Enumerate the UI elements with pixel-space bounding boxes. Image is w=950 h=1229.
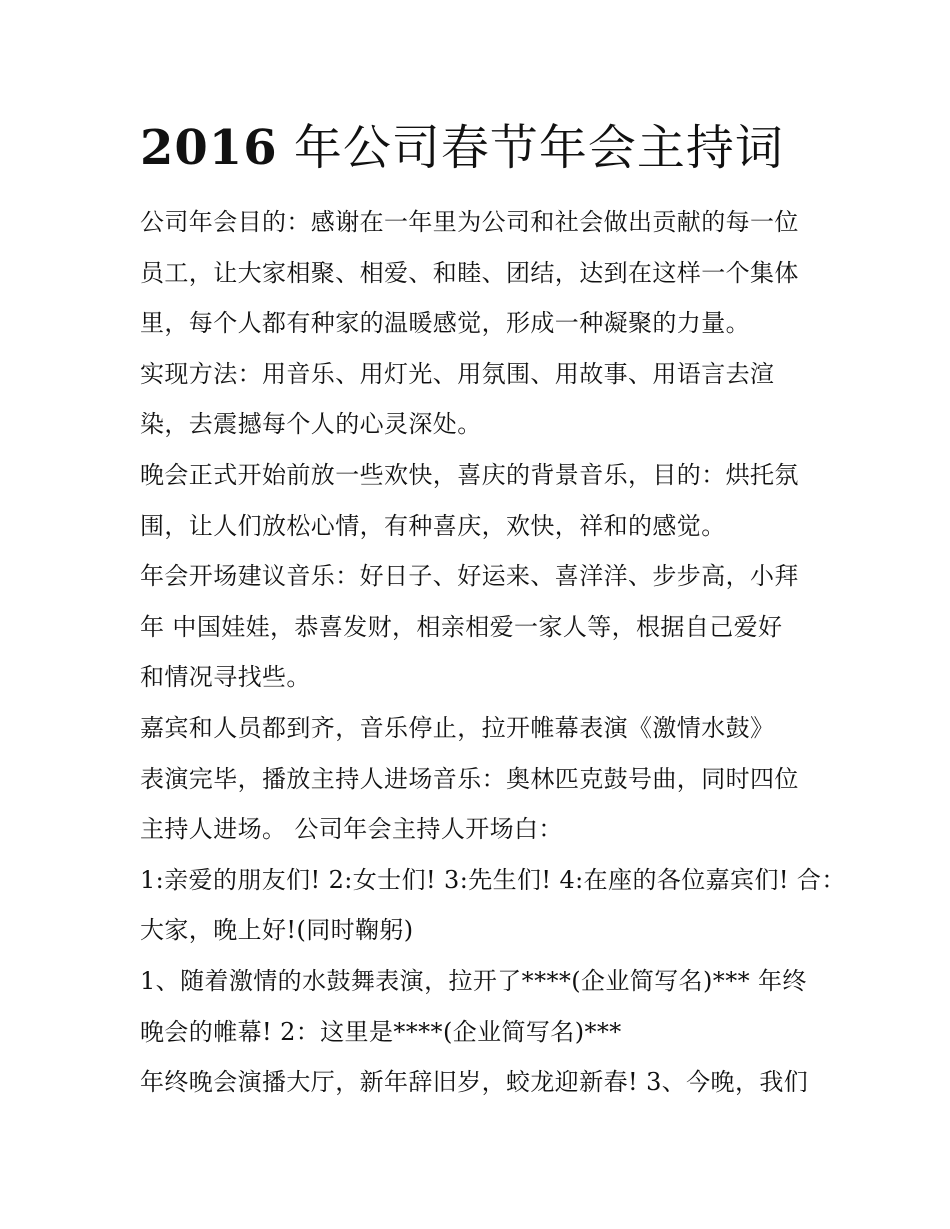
body-line: 大家，晚上好!(同时鞠躬) bbox=[140, 916, 414, 945]
body-line: 公司年会目的：感谢在一年里为公司和社会做出贡献的每一位 bbox=[140, 208, 799, 236]
document-body bbox=[140, 197, 846, 1108]
body-line: 员工，让大家相聚、相爱、和睦、团结，达到在这样一个集体 bbox=[140, 258, 799, 287]
body-line: 实现方法：用音乐、用灯光、用氛围、用故事、用语言去渲 bbox=[140, 359, 775, 388]
body-line: 1、随着激情的水鼓舞表演，拉开了****(企业简写名)*** 年终 bbox=[140, 966, 807, 995]
body-line: 年终晚会演播大厅，新年辞旧岁，蛟龙迎新春! 3、今晚，我们 bbox=[140, 1068, 809, 1097]
title-year: 2016 bbox=[140, 120, 278, 176]
body-line: 晚会的帷幕! 2：这里是****(企业简写名)*** bbox=[140, 1017, 622, 1046]
body-line: 年 中国娃娃，恭喜发财，相亲相爱一家人等，根据自己爱好 bbox=[140, 612, 783, 641]
body-line: 1:亲爱的朋友们! 2:女士们! 3:先生们! 4:在座的各位嘉宾们! 合： bbox=[140, 865, 846, 894]
body-line: 表演完毕，播放主持人进场音乐：奥林匹克鼓号曲，同时四位 bbox=[140, 764, 799, 793]
body-line: 和情况寻找些。 bbox=[140, 663, 311, 692]
title-text: 年公司春节年会主持词 bbox=[277, 120, 784, 176]
body-line: 嘉宾和人员都到齐，音乐停止，拉开帷幕表演《激情水鼓》 bbox=[140, 713, 775, 742]
body-line: 染，去震撼每个人的心灵深处。 bbox=[140, 410, 482, 439]
body-line: 年会开场建议音乐：好日子、好运来、喜洋洋、步步高，小拜 bbox=[140, 562, 799, 591]
document-title bbox=[140, 112, 840, 184]
body-line: 晚会正式开始前放一些欢快，喜庆的背景音乐，目的：烘托氛 bbox=[140, 460, 799, 489]
body-line: 里，每个人都有种家的温暖感觉，形成一种凝聚的力量。 bbox=[140, 309, 750, 338]
body-line: 围，让人们放松心情，有种喜庆，欢快，祥和的感觉。 bbox=[140, 511, 726, 540]
body-line: 主持人进场。 公司年会主持人开场白： bbox=[140, 815, 563, 844]
